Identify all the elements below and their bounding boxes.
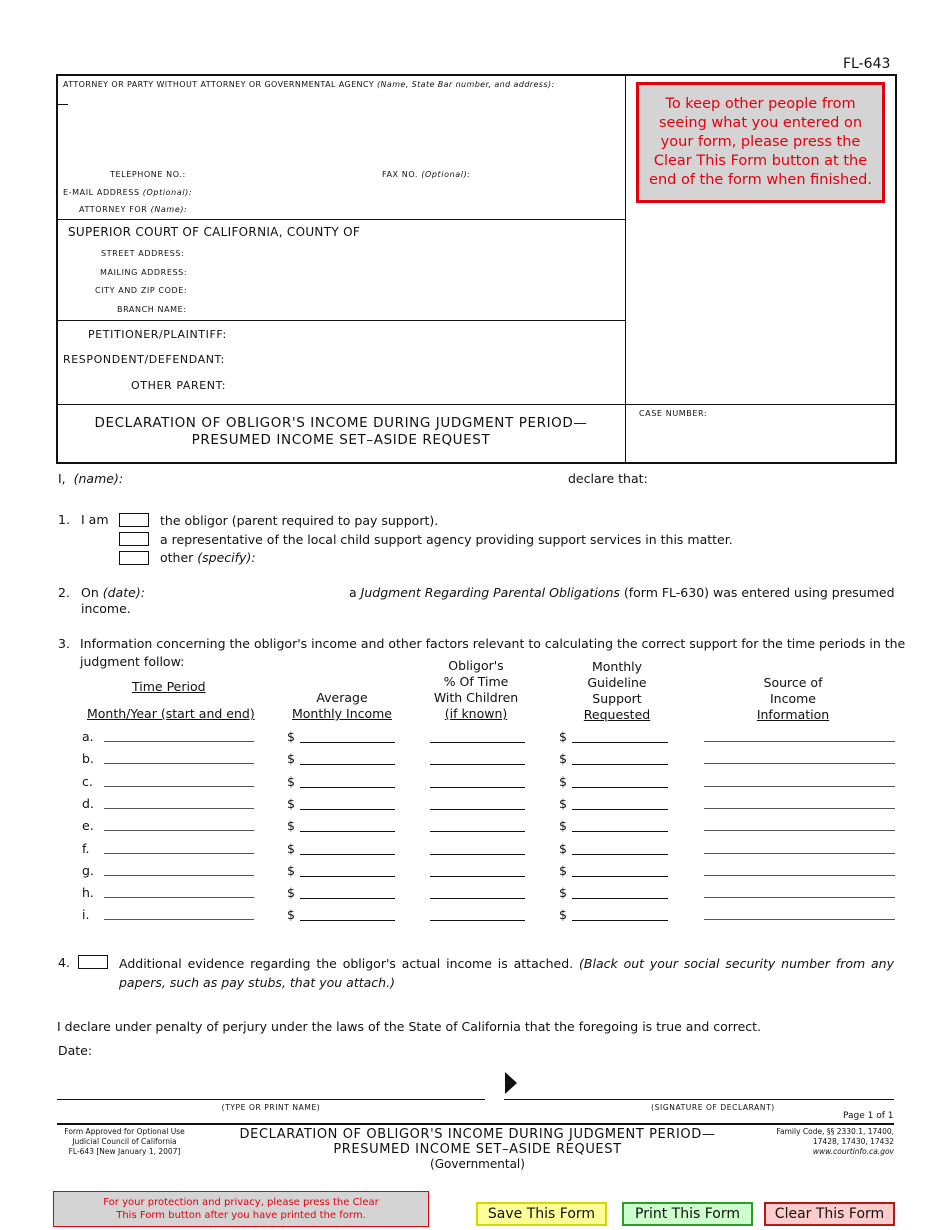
average-income-input[interactable] — [300, 742, 395, 743]
percent-time-input[interactable] — [430, 764, 525, 765]
time-period-input[interactable] — [104, 741, 254, 742]
option-obligor: the obligor (parent required to pay support). — [160, 513, 439, 528]
average-income-input[interactable] — [300, 920, 395, 921]
agency-representative-checkbox[interactable] — [119, 532, 149, 546]
save-form-button[interactable]: Save This Form — [476, 1202, 607, 1226]
time-period-input[interactable] — [104, 897, 254, 898]
city-zip-label: CITY AND ZIP CODE: — [95, 286, 188, 295]
average-income-input[interactable] — [300, 809, 395, 810]
col-guideline-support: Monthly Guideline Support Requested — [583, 659, 651, 722]
col-percent-time: Obligor's % Of Time With Children (if known) — [433, 658, 519, 721]
telephone-label: TELEPHONE NO.: — [110, 170, 186, 179]
declare-that: declare that: — [568, 471, 648, 486]
option-agency: a representative of the local child support agency providing support services in this matter. — [160, 532, 733, 547]
item3-number: 3. — [58, 636, 70, 651]
footer-codes: Family Code, §§ 2330.1, 17400, 17428, 17430, 17432 www.courtinfo.ca.gov — [776, 1127, 894, 1156]
time-period-input[interactable] — [104, 808, 254, 809]
guideline-support-input[interactable] — [572, 787, 668, 788]
fax-label: FAX NO. (Optional): — [382, 170, 471, 179]
currency-symbol: $ — [559, 841, 567, 856]
caption-divider-3 — [56, 404, 895, 405]
row-label: g. — [82, 863, 94, 878]
other-specify-input[interactable] — [258, 549, 888, 567]
guideline-support-input[interactable] — [572, 876, 668, 877]
currency-symbol: $ — [559, 818, 567, 833]
item1-lead: I am — [81, 512, 109, 527]
other-checkbox[interactable] — [119, 551, 149, 565]
row-label: b. — [82, 751, 94, 766]
currency-symbol: $ — [287, 885, 295, 900]
currency-symbol: $ — [287, 796, 295, 811]
currency-symbol: $ — [559, 729, 567, 744]
guideline-support-input[interactable] — [572, 920, 668, 921]
attorney-name-input[interactable] — [58, 94, 618, 166]
currency-symbol: $ — [287, 841, 295, 856]
date-label: Date: — [58, 1043, 93, 1058]
perjury-statement: I declare under penalty of perjury under the laws of the State of California that the foregoing is true and correct. — [57, 1019, 762, 1034]
judgment-date-input[interactable] — [150, 584, 340, 602]
guideline-support-input[interactable] — [572, 809, 668, 810]
row-label: c. — [82, 774, 93, 789]
print-form-button[interactable]: Print This Form — [622, 1202, 753, 1226]
row-label: i. — [82, 907, 90, 922]
income-source-input[interactable] — [704, 786, 895, 787]
average-income-input[interactable] — [300, 854, 395, 855]
item2-on: On (date): — [81, 585, 145, 600]
guideline-support-input[interactable] — [572, 898, 668, 899]
type-name-caption: (TYPE OR PRINT NAME) — [221, 1103, 321, 1112]
other-parent-label: OTHER PARENT: — [131, 379, 227, 392]
time-period-input[interactable] — [104, 853, 254, 854]
time-period-input[interactable] — [104, 786, 254, 787]
item2-number: 2. — [58, 585, 70, 600]
income-source-input[interactable] — [704, 875, 895, 876]
item2-text: a Judgment Regarding Parental Obligations (form FL-630) was entered using presumed — [349, 585, 895, 600]
percent-time-input[interactable] — [430, 854, 525, 855]
col-time-period-sub: Month/Year (start and end) — [87, 706, 255, 721]
income-source-input[interactable] — [704, 808, 895, 809]
percent-time-input[interactable] — [430, 809, 525, 810]
col-income-source: Source of Income Information — [756, 675, 830, 722]
form-title: DECLARATION OF OBLIGOR'S INCOME DURING JUDGMENT PERIOD— PRESUMED INCOME SET–ASIDE REQUEST — [94, 415, 588, 448]
signature-date-input[interactable] — [95, 1042, 395, 1060]
item1-number: 1. — [58, 512, 70, 527]
guideline-support-input[interactable] — [572, 764, 668, 765]
attorney-label: ATTORNEY OR PARTY WITHOUT ATTORNEY OR GOVERNMENTAL AGENCY (Name, State Bar number, and address): — [63, 80, 555, 89]
page-number: Page 1 of 1 — [843, 1111, 894, 1121]
respondent-label: RESPONDENT/DEFENDANT: — [63, 353, 225, 366]
currency-symbol: $ — [287, 751, 295, 766]
row-label: a. — [82, 729, 94, 744]
privacy-notice-text: To keep other people from seeing what you entered on your form, please press the Clear This Form button at the end of the form when finished. — [649, 96, 872, 188]
currency-symbol: $ — [559, 863, 567, 878]
currency-symbol: $ — [287, 729, 295, 744]
currency-symbol: $ — [559, 796, 567, 811]
average-income-input[interactable] — [300, 764, 395, 765]
income-source-input[interactable] — [704, 853, 895, 854]
item3-line1: Information concerning the obligor's income and other factors relevant to calculating the correct support for the time periods in the — [80, 636, 906, 651]
signature-line[interactable] — [504, 1099, 894, 1100]
bottom-privacy-notice — [53, 1191, 429, 1227]
row-label: e. — [82, 818, 94, 833]
currency-symbol: $ — [287, 774, 295, 789]
footer-title: DECLARATION OF OBLIGOR'S INCOME DURING JUDGMENT PERIOD— PRESUMED INCOME SET–ASIDE REQUEST (Governmental) — [239, 1127, 716, 1171]
time-period-input[interactable] — [104, 830, 254, 831]
currency-symbol: $ — [559, 907, 567, 922]
attorney-for-label: ATTORNEY FOR (Name): — [79, 205, 188, 214]
footer-approval: Form Approved for Optional Use Judicial Council of California FL-643 [New January 1, 2007] — [64, 1127, 185, 1156]
average-income-input[interactable] — [300, 898, 395, 899]
income-source-input[interactable] — [704, 919, 895, 920]
petitioner-label: PETITIONER/PLAINTIFF: — [88, 328, 227, 341]
percent-time-input[interactable] — [430, 742, 525, 743]
guideline-support-input[interactable] — [572, 831, 668, 832]
option-other: other (specify): — [160, 550, 256, 565]
privacy-notice — [636, 82, 885, 203]
percent-time-input[interactable] — [430, 920, 525, 921]
currency-symbol: $ — [559, 751, 567, 766]
row-label: h. — [82, 885, 94, 900]
percent-time-input[interactable] — [430, 898, 525, 899]
email-label: E-MAIL ADDRESS (Optional): — [63, 188, 193, 197]
time-period-input[interactable] — [104, 919, 254, 920]
income-source-input[interactable] — [704, 763, 895, 764]
average-income-input[interactable] — [300, 787, 395, 788]
col-time-period: Time Period — [132, 679, 206, 694]
clear-form-button[interactable]: Clear This Form — [764, 1202, 895, 1226]
guideline-support-input[interactable] — [572, 854, 668, 855]
declarant-name-input[interactable] — [125, 470, 560, 488]
additional-evidence-checkbox[interactable] — [78, 955, 108, 969]
mailing-address-label: MAILING ADDRESS: — [100, 268, 188, 277]
time-period-input[interactable] — [104, 763, 254, 764]
form-number: FL-643 — [843, 56, 891, 72]
signature-arrow-icon — [505, 1072, 517, 1094]
caption-divider-1 — [56, 219, 626, 220]
income-source-input[interactable] — [704, 741, 895, 742]
bottom-privacy-text: For your protection and privacy, please press the Clear This Form button after you have printed the form. — [103, 1197, 379, 1221]
caption-divider-2 — [56, 320, 626, 321]
row-label: f. — [82, 841, 90, 856]
currency-symbol: $ — [287, 863, 295, 878]
case-number-input[interactable] — [630, 422, 890, 456]
percent-time-input[interactable] — [430, 831, 525, 832]
obligor-checkbox[interactable] — [119, 513, 149, 527]
footer-rule — [57, 1123, 894, 1125]
currency-symbol: $ — [287, 907, 295, 922]
time-period-input[interactable] — [104, 875, 254, 876]
item3-line2: judgment follow: — [80, 654, 185, 669]
currency-symbol: $ — [559, 774, 567, 789]
income-source-input[interactable] — [704, 830, 895, 831]
type-name-line[interactable] — [57, 1099, 485, 1100]
currency-symbol: $ — [287, 818, 295, 833]
income-source-input[interactable] — [704, 897, 895, 898]
average-income-input[interactable] — [300, 876, 395, 877]
percent-time-input[interactable] — [430, 876, 525, 877]
declarant-line: I, (name): — [58, 471, 124, 486]
item4-number: 4. — [58, 955, 70, 970]
average-income-input[interactable] — [300, 831, 395, 832]
signature-caption: (SIGNATURE OF DECLARANT) — [651, 1103, 775, 1112]
row-label: d. — [82, 796, 94, 811]
branch-name-label: BRANCH NAME: — [117, 305, 187, 314]
guideline-support-input[interactable] — [572, 742, 668, 743]
percent-time-input[interactable] — [430, 787, 525, 788]
col-average-income: Average Monthly Income — [291, 690, 393, 721]
item2-continuation: income. — [81, 601, 131, 616]
court-title: SUPERIOR COURT OF CALIFORNIA, COUNTY OF — [68, 225, 361, 239]
item4-text: Additional evidence regarding the obligor's actual income is attached. (Black out your social security number from any papers, such as pay stubs, that you attach.) — [119, 956, 895, 990]
currency-symbol: $ — [559, 885, 567, 900]
case-number-label: CASE NUMBER: — [639, 409, 708, 418]
street-address-label: STREET ADDRESS: — [101, 249, 185, 258]
